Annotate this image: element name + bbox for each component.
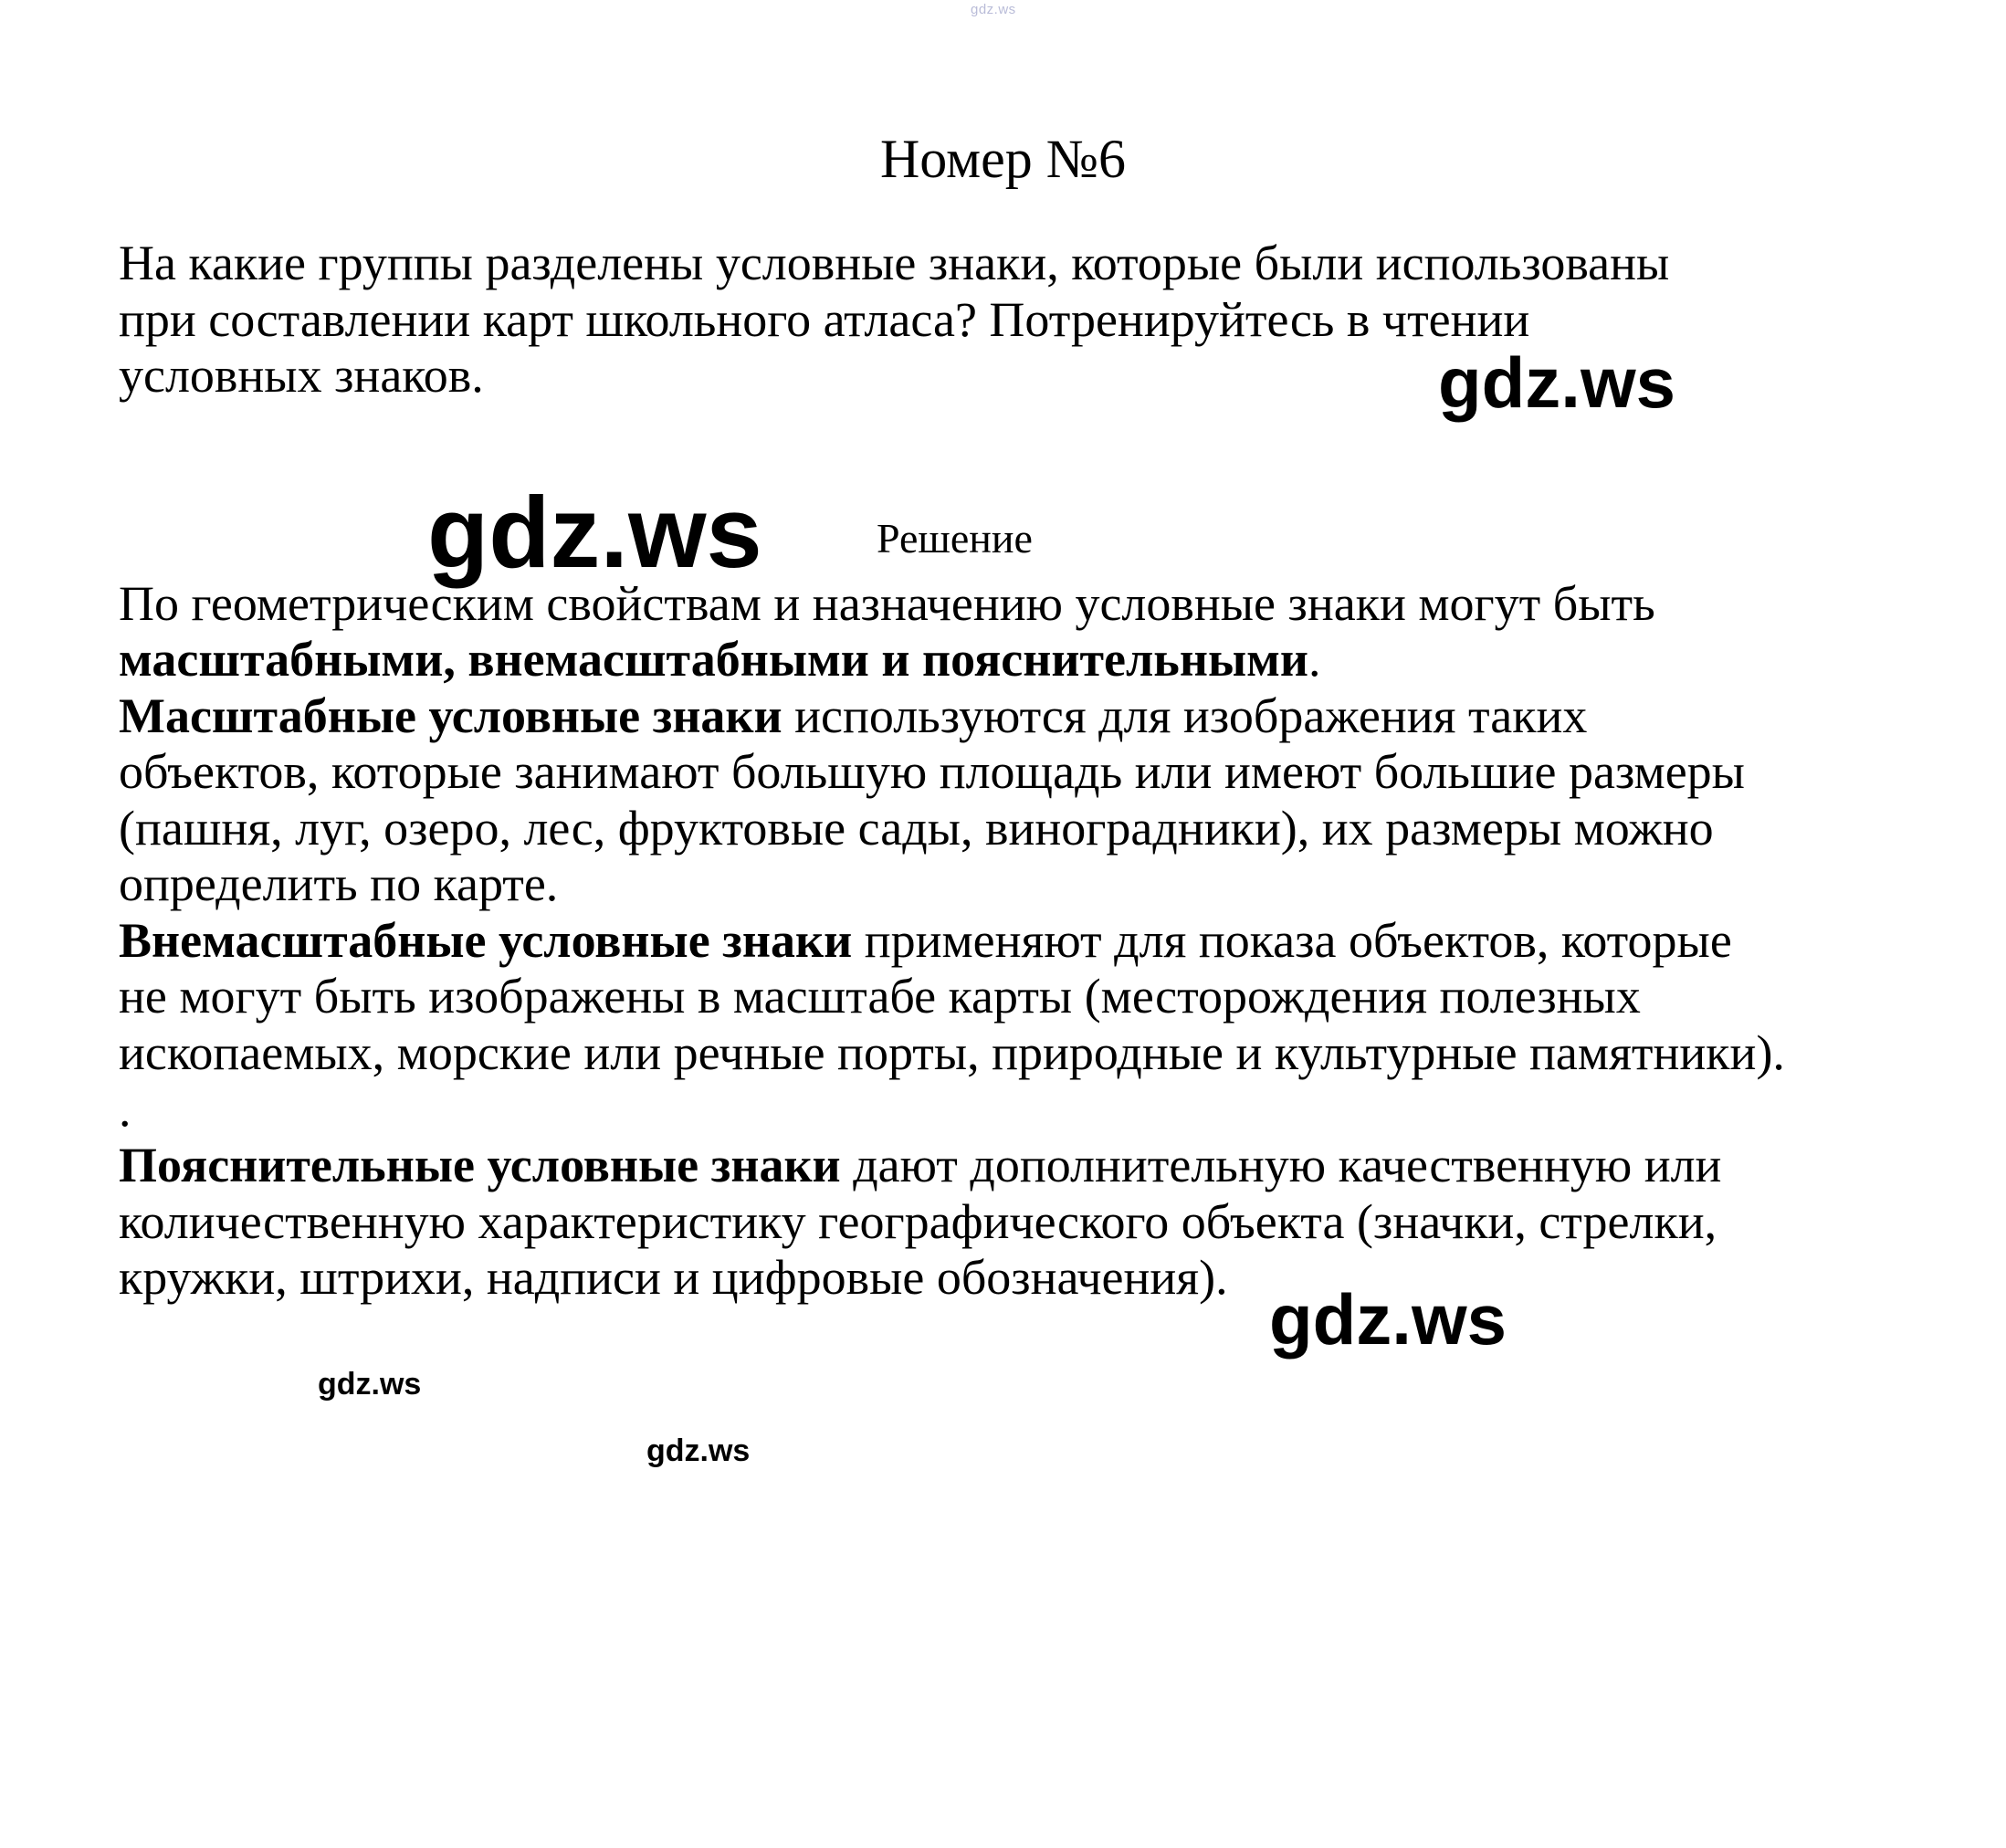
watermark-large-2: gdz.ws	[427, 477, 762, 589]
p1-lead: По геометрическим свойствам и назначению условные знаки могут быть	[119, 575, 1655, 631]
solution-heading-row	[119, 404, 1790, 576]
watermark-top-tiny: gdz.ws	[971, 2, 1016, 17]
answer-paragraph-3	[119, 913, 1790, 1138]
p1-tail: .	[1308, 632, 1321, 688]
answer-paragraph-4	[119, 1138, 1790, 1307]
page-title: Номер №6	[879, 129, 1127, 189]
watermark-small-2: gdz.ws	[646, 1433, 751, 1468]
question-paragraph: На какие группы разделены условные знаки, которые были использованы при составлении карт школьного атласа? Потренируйтесь в чтении условных знаков.	[119, 236, 1670, 404]
solution-label: Решение	[877, 514, 1033, 562]
p3-tail: применяют для показа объектов, которые не могут быть изображены в масштабе карты (месторождения полезных ископаемых, морские или речные порты, природные и культурные памятники). .	[119, 912, 1785, 1137]
answer-paragraph-2	[119, 688, 1790, 913]
p4-tail: дают дополнительную качественную или количественную характеристику географического объекта (значки, стрелки, кружки, штрихи, надписи и цифровые обозначения).	[119, 1138, 1722, 1306]
watermark-large-3: gdz.ws	[1269, 1279, 1507, 1360]
p2-bold: Масштабные условные знаки	[119, 688, 782, 743]
p3-bold: Внемасштабные условные знаки	[119, 912, 853, 968]
p4-bold: Пояснительные условные знаки	[119, 1138, 841, 1193]
p1-bold: масштабными, внемасштабными и пояснительными	[119, 632, 1309, 688]
answer-paragraph-1	[119, 576, 1790, 688]
watermark-small-1: gdz.ws	[318, 1367, 422, 1402]
p2-tail: используются для изображения таких объектов, которые занимают большую площадь или имеют большие размеры (пашня, луг, озеро, лес, фруктовые сады, виноградники), их размеры можно определить по карте.	[119, 688, 1745, 912]
watermark-large-1: gdz.ws	[1438, 342, 1676, 423]
